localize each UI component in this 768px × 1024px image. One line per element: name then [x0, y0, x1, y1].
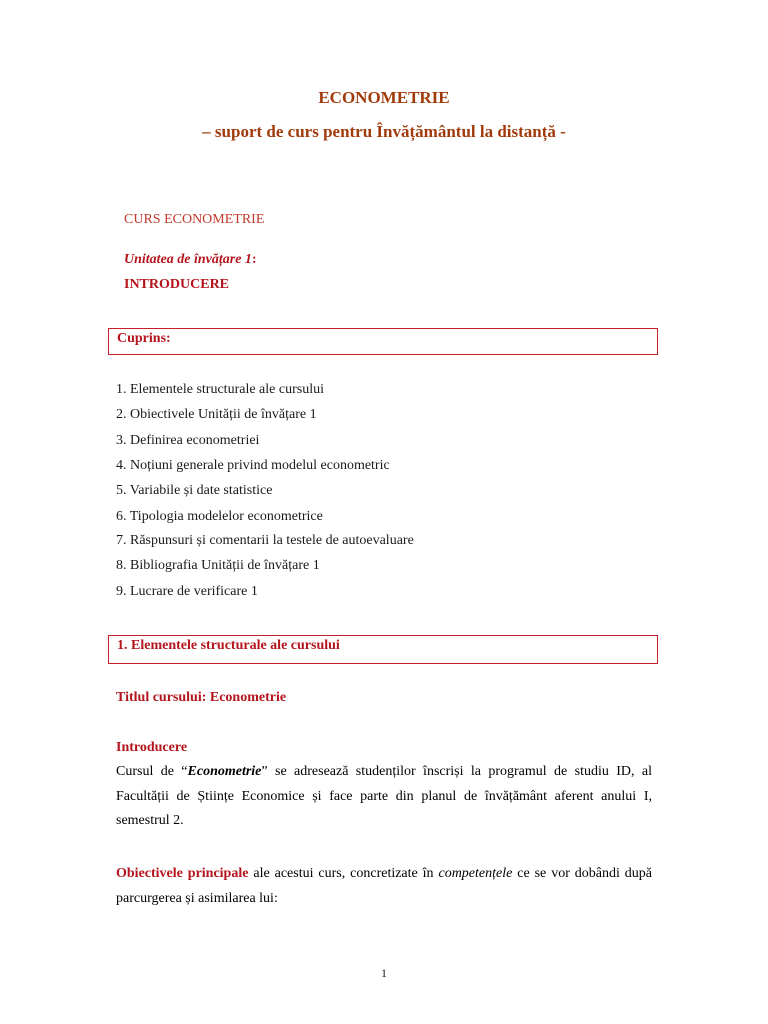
toc-item: 4. Noțiuni generale privind modelul econometric [116, 458, 390, 473]
intro-line-1-rest: ” se adresează studenților înscriși la programul de studiu ID, al [261, 764, 652, 779]
section-heading-box [108, 635, 658, 664]
unit-label-text: Unitatea de învățare 1 [124, 252, 252, 267]
document-title: ECONOMETRIE [318, 88, 450, 107]
objectives-line-1 [116, 862, 652, 887]
contents-box [108, 328, 658, 355]
course-title: Titlul cursului: Econometrie [116, 690, 287, 705]
toc-item: 3. Definirea econometriei [116, 433, 260, 448]
toc-item: 7. Răspunsuri și comentarii la testele de autoevaluare [116, 533, 414, 548]
objectives-line-2: parcurgerea și asimilarea lui: [116, 890, 278, 906]
objectives-emphasis: competențele [438, 866, 513, 881]
unit-label [124, 252, 257, 268]
section-heading: 1. Elementele structurale ale cursului [117, 638, 340, 653]
intro-emphasis: Econometrie [187, 764, 262, 779]
intro-line-2: Facultății de Științe Economice și face parte din planul de învățământ aferent anului I, [116, 788, 652, 804]
toc-item: 5. Variabile și date statistice [116, 483, 273, 498]
objectives-label: Obiectivele principale [116, 866, 249, 881]
unit-label-suffix: : [251, 252, 257, 267]
page-number: 1 [381, 966, 387, 980]
contents-heading: Cuprins: [117, 331, 171, 346]
intro-line-1 [116, 760, 652, 785]
course-label: CURS ECONOMETRIE [124, 212, 265, 227]
objectives-end: ce se vor dobândi după [512, 866, 653, 881]
toc-item: 2. Obiectivele Unității de învățare 1 [116, 407, 317, 422]
objectives-mid: ale acestui curs, concretizate în [248, 866, 439, 881]
toc-item: 1. Elementele structurale ale cursului [116, 382, 324, 397]
toc-item: 9. Lucrare de verificare 1 [116, 584, 258, 599]
toc-item: 6. Tipologia modelelor econometrice [116, 509, 323, 524]
intro-paragraph [116, 760, 652, 834]
intro-prefix: Cursul de “ [116, 764, 188, 779]
document-subtitle: – suport de curs pentru Învățământul la distanță - [202, 122, 566, 141]
objectives-paragraph [116, 862, 652, 911]
intro-heading: Introducere [116, 740, 188, 755]
unit-title: INTRODUCERE [124, 277, 230, 292]
intro-line-3: semestrul 2. [116, 813, 184, 828]
toc-item: 8. Bibliografia Unității de învățare 1 [116, 558, 320, 573]
